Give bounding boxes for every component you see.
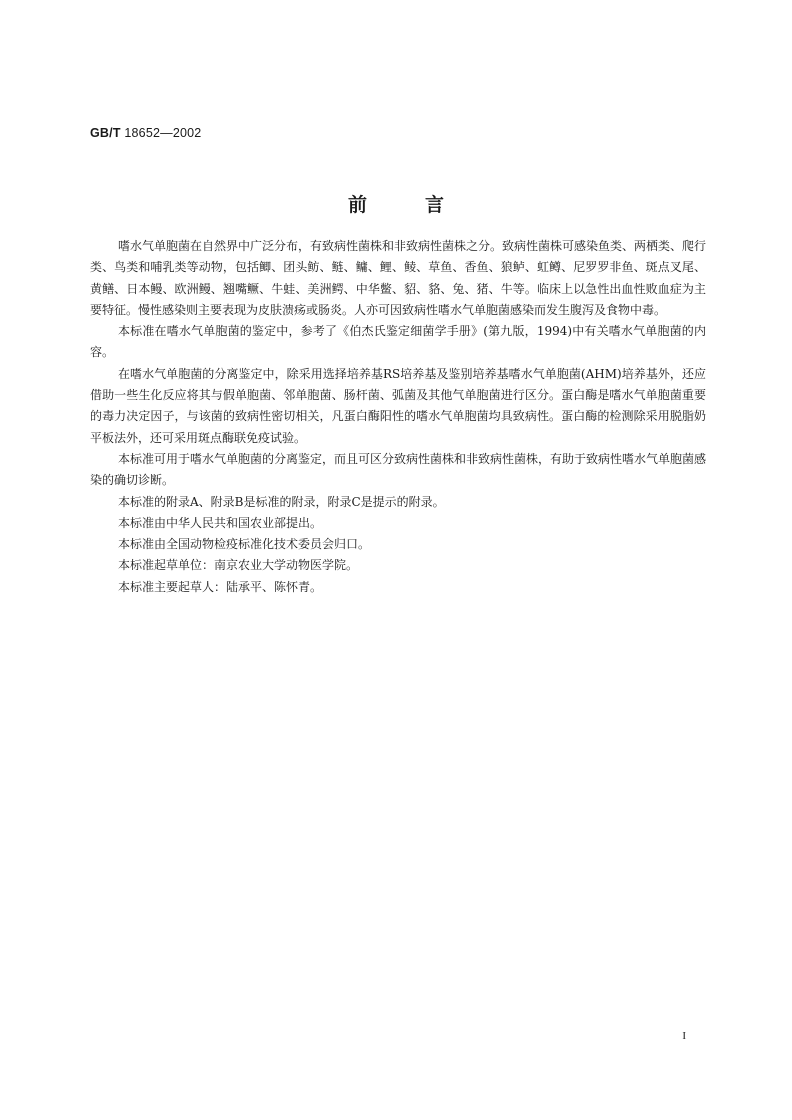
paragraph: 在嗜水气单胞菌的分离鉴定中，除采用选择培养基RS培养基及鉴别培养基嗜水气单胞菌(AHM)培养基外，还应借助一些生化反应将其与假单胞菌、邻单胞菌、肠杆菌、弧菌及其他气单胞菌进行区分。蛋白酶是嗜水气单胞菌重要的毒力决定因子，与该菌的致病性密切相关，凡蛋白酶阳性的嗜水气单胞菌均具致病性。蛋白酶的检测除采用脱脂奶平板法外，还可采用斑点酶联免疫试验。 xyxy=(90,366,706,445)
paragraph: 本标准起草单位：南京农业大学动物医学院。 xyxy=(118,558,359,573)
standard-number: 18652—2002 xyxy=(124,126,202,140)
paragraph: 本标准由中华人民共和国农业部提出。 xyxy=(118,515,323,530)
paragraph: 本标准的附录A、附录B是标准的附录，附录C是提示的附录。 xyxy=(118,494,445,509)
standard-code-header xyxy=(90,126,201,140)
page-number: I xyxy=(682,1030,686,1042)
paragraph: 本标准主要起草人：陆承平、陈怀青。 xyxy=(118,579,323,594)
paragraph: 嗜水气单胞菌在自然界中广泛分布，有致病性菌株和非致病性菌株之分。致病性菌株可感染鱼类、两栖类、爬行类、鸟类和哺乳类等动物，包括鲫、团头鲂、鲢、鳙、鲤、鲮、草鱼、香鱼、狼鲈、虹鳟、尼罗罗非鱼、斑点叉尾、黄鳝、日本鳗、欧洲鳗、翘嘴鳜、牛蛙、美洲鳄、中华鳖、貂、貉、兔、猪、牛等。临床上以急性出血性败血症为主要特征。慢性感染则主要表现为皮肤溃疡或肠炎。人亦可因致病性嗜水气单胞菌感染而发生腹泻及食物中毒。 xyxy=(90,239,707,317)
foreword-body xyxy=(90,236,706,598)
foreword-title: 前言 xyxy=(347,194,502,216)
paragraph: 本标准在嗜水气单胞菌的鉴定中，参考了《伯杰氏鉴定细菌学手册》(第九版，1994)中有关嗜水气单胞菌的内容。 xyxy=(90,324,706,360)
paragraph: 本标准由全国动物检疫标准化技术委员会归口。 xyxy=(118,537,371,552)
paragraph: 本标准可用于嗜水气单胞菌的分离鉴定，而且可区分致病性菌株和非致病性菌株，有助于致病性嗜水气单胞菌感染的确切诊断。 xyxy=(90,451,707,488)
standard-code: GB/T xyxy=(90,126,121,140)
